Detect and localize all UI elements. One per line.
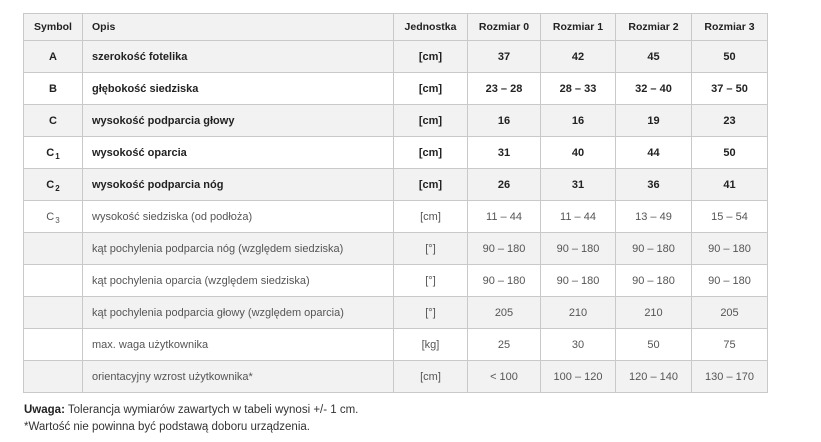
- cell-symbol: [24, 265, 83, 297]
- cell-rozmiar-3: 50: [692, 137, 768, 169]
- cell-unit: [cm]: [394, 169, 468, 201]
- cell-rozmiar-2: 50: [616, 329, 692, 361]
- symbol-subscript: 2: [55, 183, 60, 193]
- cell-opis: kąt pochylenia podparcia głowy (względem oparcia): [83, 297, 394, 329]
- table-row: [24, 41, 768, 73]
- symbol-letter: B: [49, 82, 57, 95]
- cell-rozmiar-1: 40: [541, 137, 616, 169]
- symbol-letter: A: [49, 50, 57, 63]
- cell-opis: wysokość podparcia nóg: [83, 169, 394, 201]
- note-text: Tolerancja wymiarów zawartych w tabeli wynosi +/- 1 cm.: [64, 404, 359, 416]
- cell-unit: [kg]: [394, 329, 468, 361]
- table-row: [24, 329, 768, 361]
- cell-opis: orientacyjny wzrost użytkownika*: [83, 361, 394, 393]
- header-rozmiar-2: Rozmiar 2: [616, 14, 692, 41]
- spec-table-container: [23, 13, 767, 393]
- cell-unit: [cm]: [394, 361, 468, 393]
- cell-rozmiar-3: 75: [692, 329, 768, 361]
- cell-symbol: [24, 297, 83, 329]
- cell-rozmiar-2: 90 – 180: [616, 265, 692, 297]
- cell-symbol: [24, 105, 83, 137]
- header-symbol: Symbol: [24, 14, 83, 41]
- cell-rozmiar-0: 37: [468, 41, 541, 73]
- cell-rozmiar-1: 90 – 180: [541, 265, 616, 297]
- cell-rozmiar-0: 90 – 180: [468, 233, 541, 265]
- cell-rozmiar-0: 90 – 180: [468, 265, 541, 297]
- cell-opis: kąt pochylenia oparcia (względem siedziska): [83, 265, 394, 297]
- cell-rozmiar-0: 11 – 44: [468, 201, 541, 233]
- cell-unit: [°]: [394, 265, 468, 297]
- cell-opis: wysokość podparcia głowy: [83, 105, 394, 137]
- table-row: [24, 169, 768, 201]
- table-row: [24, 201, 768, 233]
- cell-unit: [cm]: [394, 201, 468, 233]
- table-row: [24, 297, 768, 329]
- cell-rozmiar-3: 37 – 50: [692, 73, 768, 105]
- cell-symbol: [24, 361, 83, 393]
- cell-opis: wysokość siedziska (od podłoża): [83, 201, 394, 233]
- cell-unit: [cm]: [394, 105, 468, 137]
- cell-opis: głębokość siedziska: [83, 73, 394, 105]
- table-row: [24, 73, 768, 105]
- cell-rozmiar-1: 210: [541, 297, 616, 329]
- cell-symbol: [24, 169, 83, 201]
- cell-rozmiar-3: 205: [692, 297, 768, 329]
- cell-rozmiar-3: 41: [692, 169, 768, 201]
- cell-rozmiar-1: 11 – 44: [541, 201, 616, 233]
- cell-rozmiar-1: 42: [541, 41, 616, 73]
- cell-rozmiar-0: < 100: [468, 361, 541, 393]
- cell-symbol: [24, 137, 83, 169]
- cell-rozmiar-1: 31: [541, 169, 616, 201]
- cell-symbol: [24, 73, 83, 105]
- cell-rozmiar-1: 90 – 180: [541, 233, 616, 265]
- cell-rozmiar-0: 26: [468, 169, 541, 201]
- cell-unit: [°]: [394, 297, 468, 329]
- cell-rozmiar-2: 32 – 40: [616, 73, 692, 105]
- cell-rozmiar-1: 30: [541, 329, 616, 361]
- footnote: *Wartość nie powinna być podstawą doboru urządzenia.: [24, 421, 310, 433]
- cell-rozmiar-2: 120 – 140: [616, 361, 692, 393]
- table-row: [24, 361, 768, 393]
- cell-rozmiar-1: 100 – 120: [541, 361, 616, 393]
- header-rozmiar-3: Rozmiar 3: [692, 14, 768, 41]
- cell-rozmiar-3: 50: [692, 41, 768, 73]
- cell-symbol: [24, 329, 83, 361]
- cell-rozmiar-3: 23: [692, 105, 768, 137]
- cell-rozmiar-3: 90 – 180: [692, 233, 768, 265]
- cell-rozmiar-3: 90 – 180: [692, 265, 768, 297]
- cell-opis: kąt pochylenia podparcia nóg (względem siedziska): [83, 233, 394, 265]
- cell-rozmiar-1: 16: [541, 105, 616, 137]
- cell-opis: max. waga użytkownika: [83, 329, 394, 361]
- table-notes: [24, 402, 358, 436]
- cell-rozmiar-2: 90 – 180: [616, 233, 692, 265]
- cell-rozmiar-0: 205: [468, 297, 541, 329]
- cell-rozmiar-0: 16: [468, 105, 541, 137]
- cell-symbol: [24, 201, 83, 233]
- header-jednostka: Jednostka: [394, 14, 468, 41]
- symbol-subscript: 1: [55, 151, 60, 161]
- cell-rozmiar-3: 130 – 170: [692, 361, 768, 393]
- cell-unit: [cm]: [394, 73, 468, 105]
- header-rozmiar-0: Rozmiar 0: [468, 14, 541, 41]
- tolerance-note: [24, 402, 358, 419]
- cell-rozmiar-2: 45: [616, 41, 692, 73]
- cell-rozmiar-0: 25: [468, 329, 541, 361]
- table-row: [24, 265, 768, 297]
- symbol-letter: C: [46, 146, 55, 159]
- cell-unit: [°]: [394, 233, 468, 265]
- symbol-letter: C: [46, 178, 55, 191]
- dimensions-table: [23, 13, 768, 393]
- header-opis: Opis: [83, 14, 394, 41]
- cell-rozmiar-0: 31: [468, 137, 541, 169]
- table-row: [24, 105, 768, 137]
- table-header-row: [24, 14, 768, 41]
- cell-rozmiar-2: 13 – 49: [616, 201, 692, 233]
- table-row: [24, 233, 768, 265]
- cell-rozmiar-1: 28 – 33: [541, 73, 616, 105]
- note-label: Uwaga:: [24, 404, 65, 416]
- header-rozmiar-1: Rozmiar 1: [541, 14, 616, 41]
- cell-rozmiar-3: 15 – 54: [692, 201, 768, 233]
- cell-symbol: [24, 233, 83, 265]
- cell-rozmiar-2: 19: [616, 105, 692, 137]
- cell-rozmiar-0: 23 – 28: [468, 73, 541, 105]
- cell-rozmiar-2: 44: [616, 137, 692, 169]
- cell-rozmiar-2: 36: [616, 169, 692, 201]
- table-row: [24, 137, 768, 169]
- symbol-letter: C: [46, 210, 55, 223]
- cell-opis: wysokość oparcia: [83, 137, 394, 169]
- cell-rozmiar-2: 210: [616, 297, 692, 329]
- cell-unit: [cm]: [394, 137, 468, 169]
- symbol-subscript: 3: [55, 215, 60, 225]
- cell-symbol: [24, 41, 83, 73]
- cell-opis: szerokość fotelika: [83, 41, 394, 73]
- symbol-letter: C: [49, 114, 57, 127]
- cell-unit: [cm]: [394, 41, 468, 73]
